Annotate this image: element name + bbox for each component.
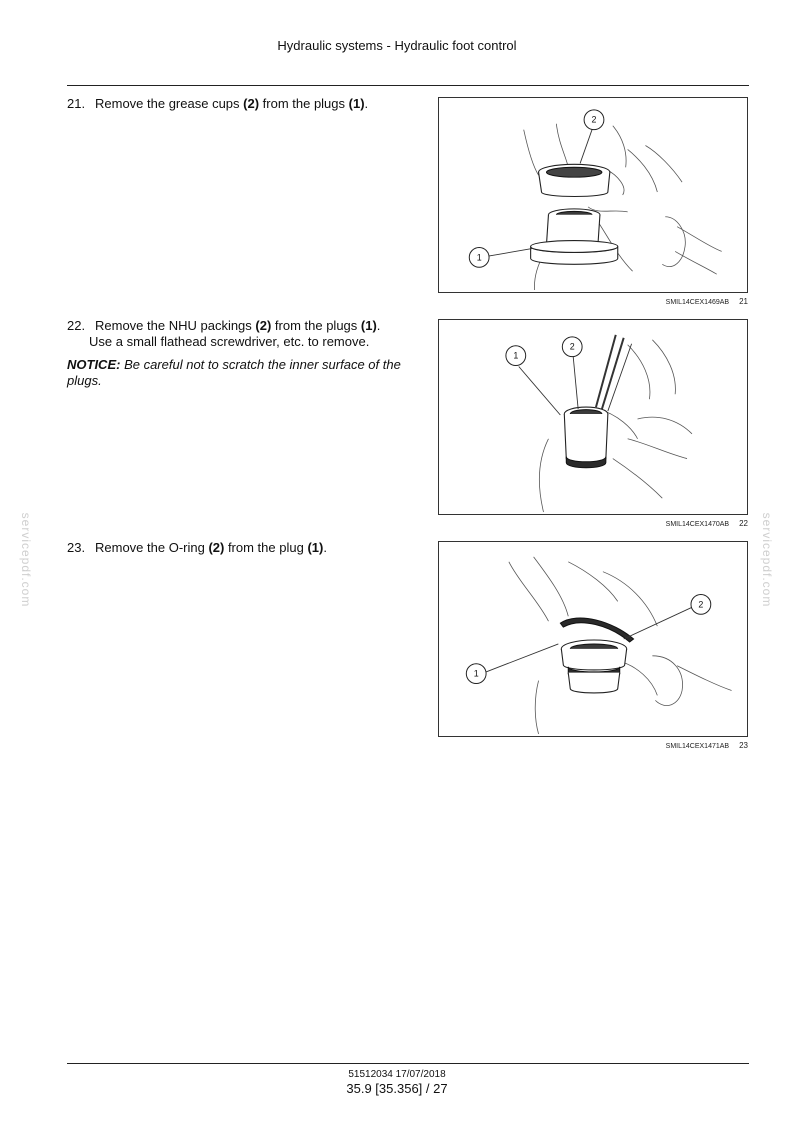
header-rule [67,85,749,86]
page-header-title: Hydraulic systems - Hydraulic foot control [277,38,517,53]
notice-text: Be careful not to scratch the inner surface of the plugs. [67,357,401,388]
watermark-left: servicepdf.com [19,512,33,608]
callout-2: 2 [591,114,597,125]
watermark-right: servicepdf.com [760,512,774,608]
figure-code: SMIL14CEX1470AB [665,521,730,528]
figure-code: SMIL14CEX1469AB [665,299,730,306]
callout-1: 1 [513,350,519,361]
callout-1: 1 [476,252,482,263]
figure-number: 21 [739,297,748,306]
step-23: 23. Remove the O-ring (2) from the plug (1). [67,540,327,555]
figure-code: SMIL14CEX1471AB [665,743,730,750]
figure-number: 22 [739,519,748,528]
figure-22 [438,319,748,515]
footer-rule [67,1063,749,1064]
figure-22-caption [438,519,748,528]
step-number: 21. [67,96,86,111]
footer-doc-code: 51512034 17/07/2018 [348,1069,446,1080]
footer-page-ref: 35.9 [35.356] / 27 [346,1081,448,1096]
figure-21 [438,97,748,293]
step-21: 21. Remove the grease cups (2) from the plugs (1). [67,96,369,111]
notice-label: NOTICE: [67,357,121,372]
figure-23 [438,541,748,737]
callout-2: 2 [569,341,575,352]
step-number: 23. [67,540,86,555]
figure-number: 23 [739,741,748,750]
callout-2: 2 [698,599,704,610]
step-number: 22. [67,318,86,333]
figure-22-illustration [439,320,747,514]
figure-21-caption [438,297,748,306]
figure-21-illustration [439,98,747,292]
notice [67,357,417,389]
figure-23-caption [438,741,748,750]
callout-1: 1 [473,668,479,679]
step-22: 22. Remove the NHU packings (2) from the plugs (1). Use a small flathead screwdriver, etc. to remove. NOTICE: Be careful not to scratch the inner surface of the plugs. [67,318,417,389]
figure-23-illustration [439,542,747,736]
step-22-line2: Use a small flathead screwdriver, etc. to remove. [89,334,370,349]
